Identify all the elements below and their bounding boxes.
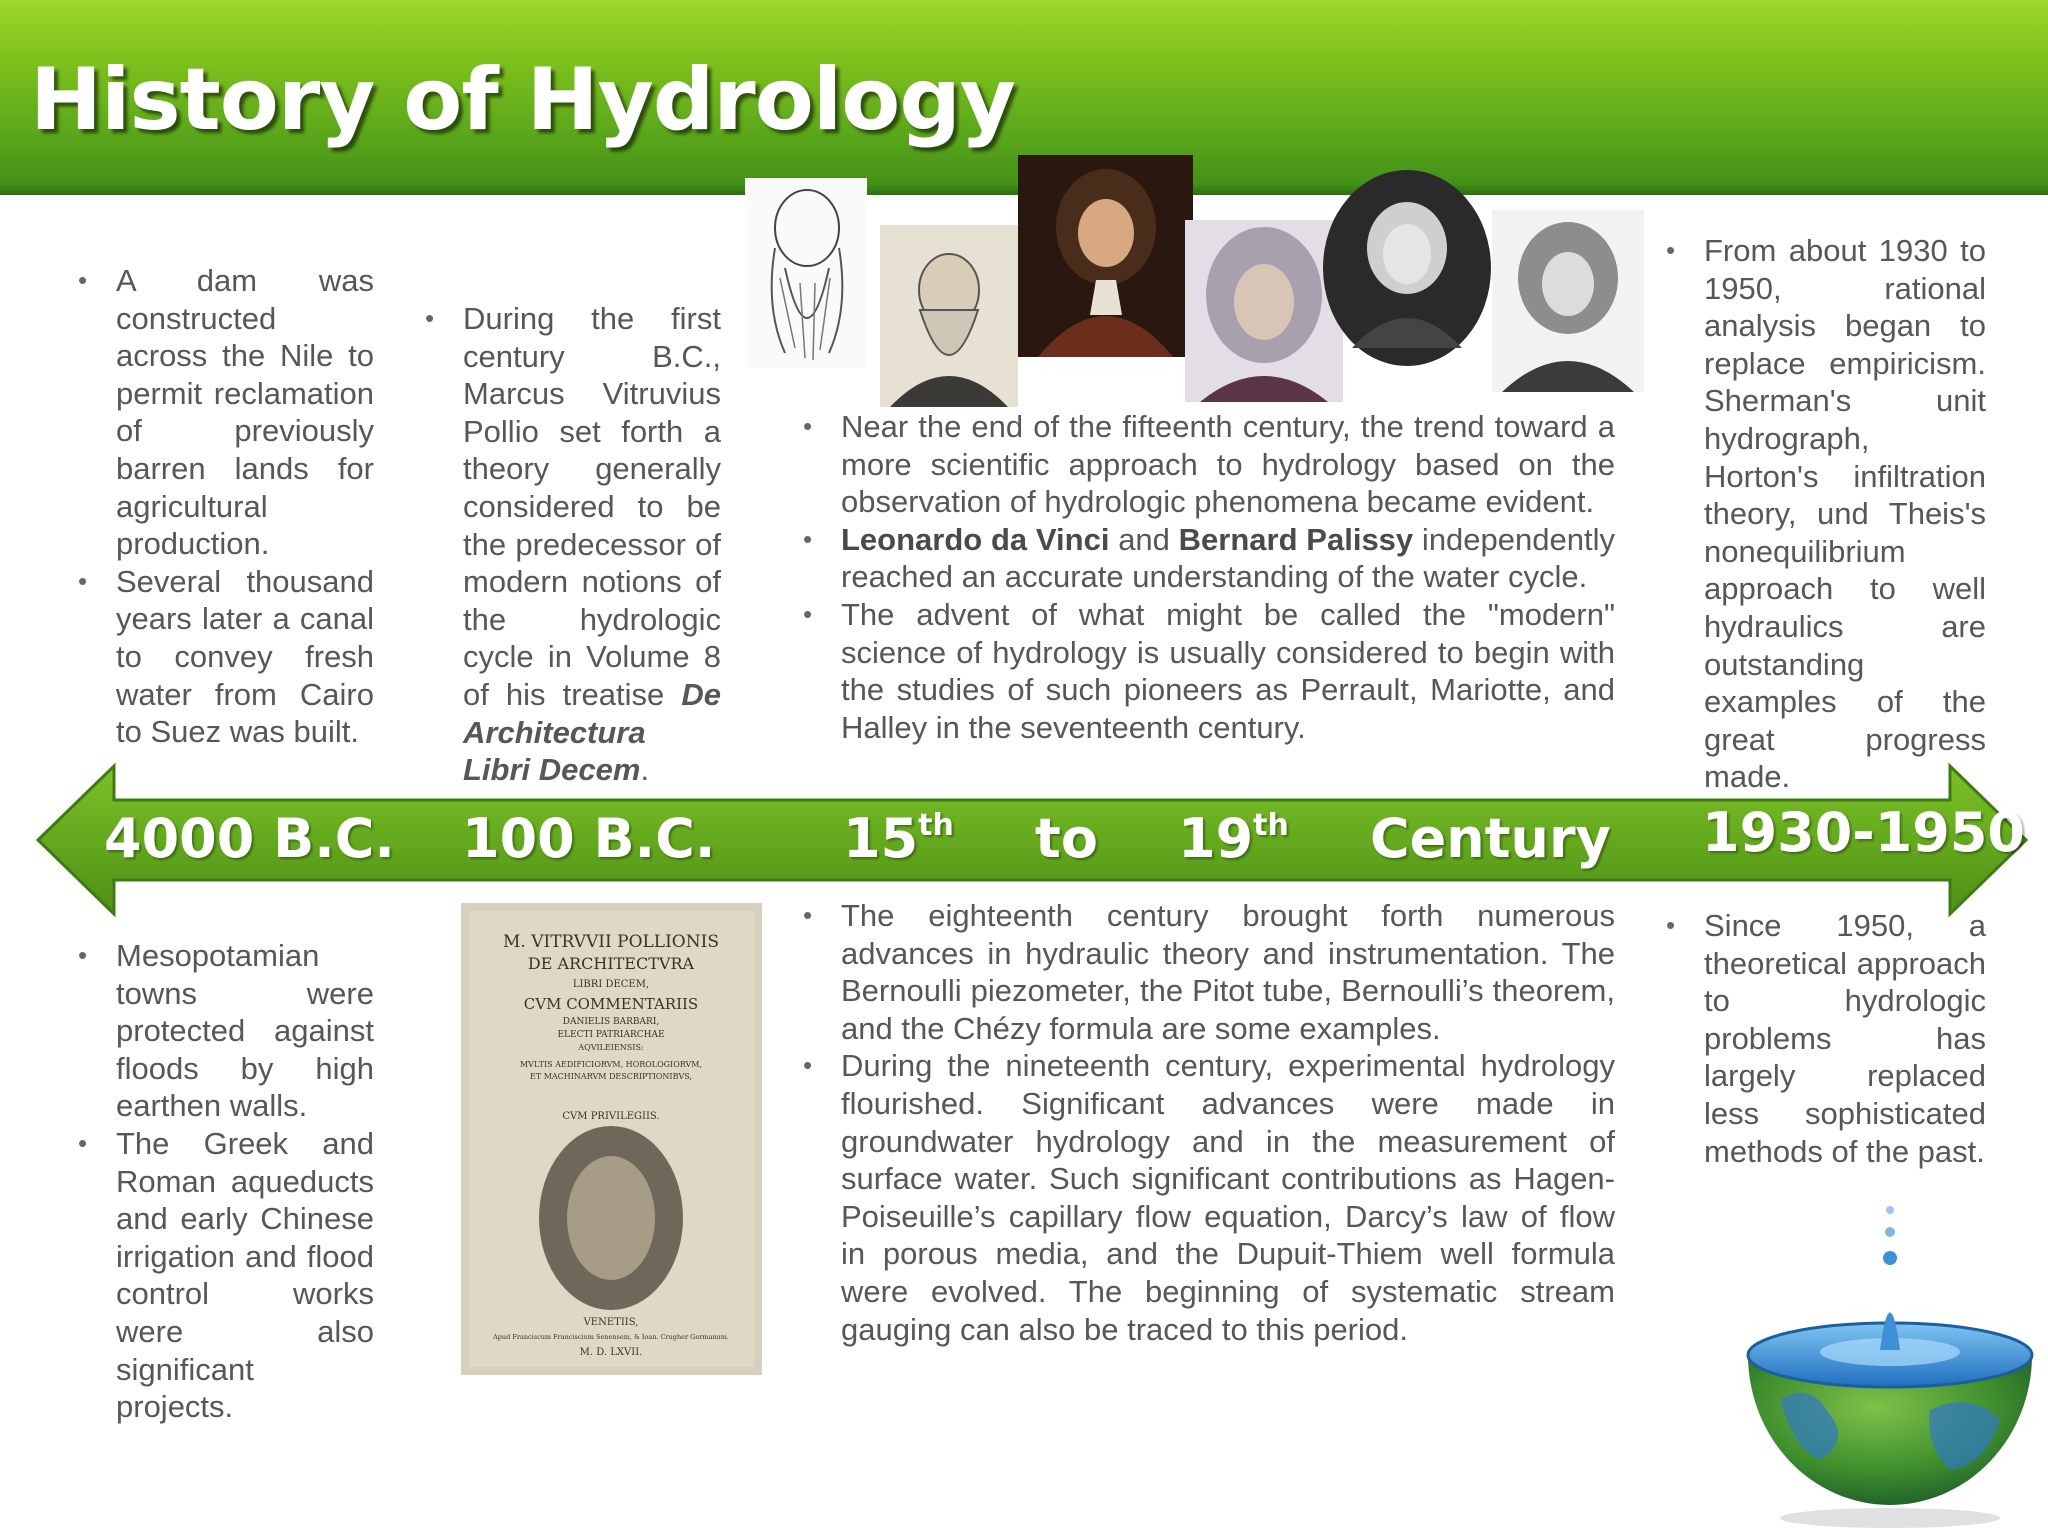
era-4000bc: 4000 B.C. — [104, 807, 395, 870]
perrault-portrait — [1018, 155, 1193, 357]
list-item — [803, 521, 1615, 596]
list-1930-bottom — [1666, 907, 1986, 1170]
book-line-1: M. VITRVVII POLLIONIS — [503, 932, 719, 952]
book-line-9: ET MACHINARVM DESCRIPTIONIBVS, — [529, 1072, 693, 1081]
book-title-text: De Architectura Libri Decem — [463, 676, 721, 788]
leonardo-portrait — [745, 178, 867, 368]
and-text: and — [1109, 521, 1179, 557]
book-line-10: CVM PRIVILEGIIS. — [562, 1111, 660, 1122]
list-item: • Since 1950, a theoretical approach to hydrologic problems has largely replaced less sophisticated methods of the past. — [1666, 907, 1986, 1170]
halley-portrait — [1322, 168, 1492, 368]
book-line-2: DE ARCHITECTVRA — [527, 954, 695, 973]
list-4000bc-top — [78, 262, 374, 751]
era-19-number: 19 — [1178, 807, 1254, 870]
list-100bc-top — [425, 300, 721, 789]
list-item — [425, 300, 721, 789]
list-1930-top — [1666, 232, 1986, 796]
vitruvius-text: During the first century B.C., Marcus Vitruvius Pollio set forth a theory generally considered to be the predecessor of modern notions of the hydrologic cycle in Volume 8 of his treatise — [463, 301, 721, 712]
book-line-5: DANIELIS BARBARI, — [562, 1017, 660, 1027]
list-item: • From about 1930 to 1950, rational analysis began to replace empiricism. Sherman's unit hydrograph, Horton's infiltration theory, und Theis's nonequilibrium approach to well hydraulics are outstanding examples of the great progress made. — [1666, 232, 1986, 796]
era-100bc: 100 B.C. — [462, 807, 716, 870]
list-item: • The Greek and Roman aqueducts and early Chinese irrigation and flood control works were also significant projects. — [78, 1125, 374, 1426]
book-line-6: ELECTI PATRIARCHAE — [557, 1030, 665, 1040]
list-15th-19th-bottom — [803, 897, 1615, 1348]
book-cover-image — [461, 903, 762, 1375]
list-15th-19th-top — [803, 408, 1615, 746]
era-15-number: 15 — [843, 807, 919, 870]
era-1930-1950: 1930-1950 — [1702, 801, 2025, 864]
era-15th — [843, 808, 954, 870]
item-text: independently reached an accurate understanding of the water cycle. — [841, 521, 1615, 595]
book-line-3: LIBRI DECEM, — [572, 979, 650, 990]
page-title: History of Hydrology — [30, 50, 1015, 150]
list-item: • The advent of what might be called the "modern" science of hydrology is usually considered to begin with the studies of such pioneers as Perrault, Mariotte, and Halley in the seventeenth century. — [803, 596, 1615, 746]
list-item: • A dam was constructed across the Nile to permit reclamation of previously barren lands for agricultural production. — [78, 262, 374, 563]
era-century: Century — [1370, 807, 1611, 870]
list-4000bc-bottom — [78, 937, 374, 1426]
mariotte-portrait — [1492, 210, 1644, 392]
palissy-name: Bernard Palissy — [1178, 521, 1414, 557]
book-line-7: AQVILEIENSIS: — [578, 1043, 644, 1052]
period-text: . — [640, 752, 650, 788]
newton-portrait — [1185, 220, 1343, 402]
list-item: • The eighteenth century brought forth numerous advances in hydraulic theory and instrumentation. The Bernoulli piezometer, the Pitot tube, Bernoulli’s theorem, and the Chézy formula are some examples. — [803, 897, 1615, 1047]
book-line-8: MVLTIS AEDIFICIORVM, HOROLOGIORVM, — [519, 1060, 703, 1069]
book-line-11: VENETIIS, — [583, 1317, 639, 1328]
list-item: • Mesopotamian towns were protected against floods by high earthen walls. — [78, 937, 374, 1125]
palissy-portrait — [880, 225, 1018, 407]
era-to: to — [1035, 807, 1098, 870]
list-item: • Several thousand years later a canal to convey fresh water from Cairo to Suez was built. — [78, 563, 374, 751]
water-globe-image — [1740, 1180, 2040, 1530]
era-19th — [1178, 808, 1289, 870]
book-line-13: M. D. LXVII. — [579, 1347, 643, 1358]
list-item: • Near the end of the fifteenth century, the trend toward a more scientific approach to hydrology based on the observation of hydrologic phenomena became evident. — [803, 408, 1615, 521]
leonardo-name: Leonardo da Vinci — [841, 521, 1110, 557]
era-19-suffix: th — [1253, 808, 1289, 843]
era-15-suffix: th — [918, 808, 954, 843]
list-item: • During the nineteenth century, experimental hydrology flourished. Significant advances were made in groundwater hydrology and in the measurement of surface water. Such significant contributions as Hagen-Poiseuille’s capillary flow equation, Darcy’s law of flow in porous media, and the Dupuit-Thiem well formula were evolved. The beginning of systematic stream gauging can also be traced to this period. — [803, 1047, 1615, 1348]
book-line-12: Apud Franciscum Franciscium Senensem, & Ioan. Crugher Germanum. — [493, 1333, 729, 1341]
book-line-4: CVM COMMENTARIIS — [523, 995, 699, 1013]
